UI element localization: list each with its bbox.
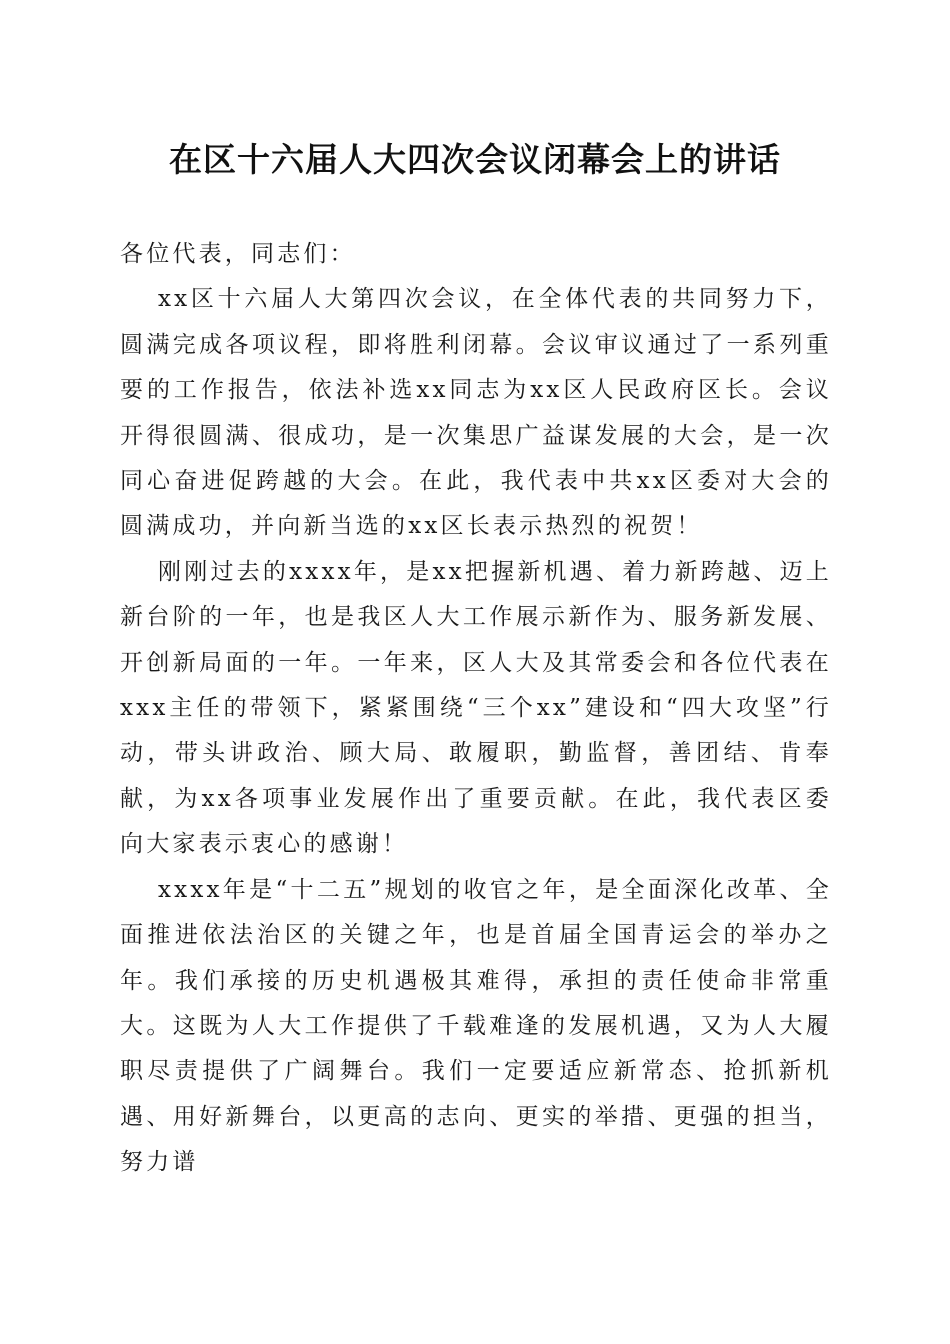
salutation: 各位代表，同志们： bbox=[120, 241, 356, 267]
document-title: 在区十六届人大四次会议闭幕会上的讲话 bbox=[169, 140, 781, 179]
paragraph-2: 刚刚过去的xxxx年，是xx把握新机遇、着力新跨越、迈上新台阶的一年，也是我区人大工作展示新作为、服务新发展、开创新局面的一年。一年来，区人大及其常委会和各位代表在xxx主任的带领下，紧紧围绕“三个xx”建设和“四大攻坚”行动，带头讲政治、顾大局、敢履职，勤监督，善团结、肯奉献，为xx各项事业发展作出了重要贡献。在此，我代表区委向大家表示衷心的感谢！ bbox=[120, 558, 832, 858]
paragraph-3: xxxx年是“十二五”规划的收官之年，是全面深化改革、全面推进依法治区的关键之年，也是首届全国青运会的举办之年。我们承接的历史机遇极其难得，承担的责任使命非常重大。这既为人大工作提供了千载难逢的发展机遇，又为人大履职尽责提供了广阔舞台。我们一定要适应新常态、抢抓新机遇、用好新舞台，以更高的志向、更实的举措、更强的担当，努力谱 bbox=[120, 876, 832, 1176]
paragraph-1: xx区十六届人大第四次会议，在全体代表的共同努力下，圆满完成各项议程，即将胜利闭幕。会议审议通过了一系列重要的工作报告，依法补选xx同志为xx区人民政府区长。会议开得很圆满、很成功，是一次集思广益谋发展的大会，是一次同心奋进促跨越的大会。在此，我代表中共xx区委对大会的圆满成功，并向新当选的xx区长表示热烈的祝贺！ bbox=[120, 286, 832, 540]
document-body bbox=[120, 232, 832, 1186]
